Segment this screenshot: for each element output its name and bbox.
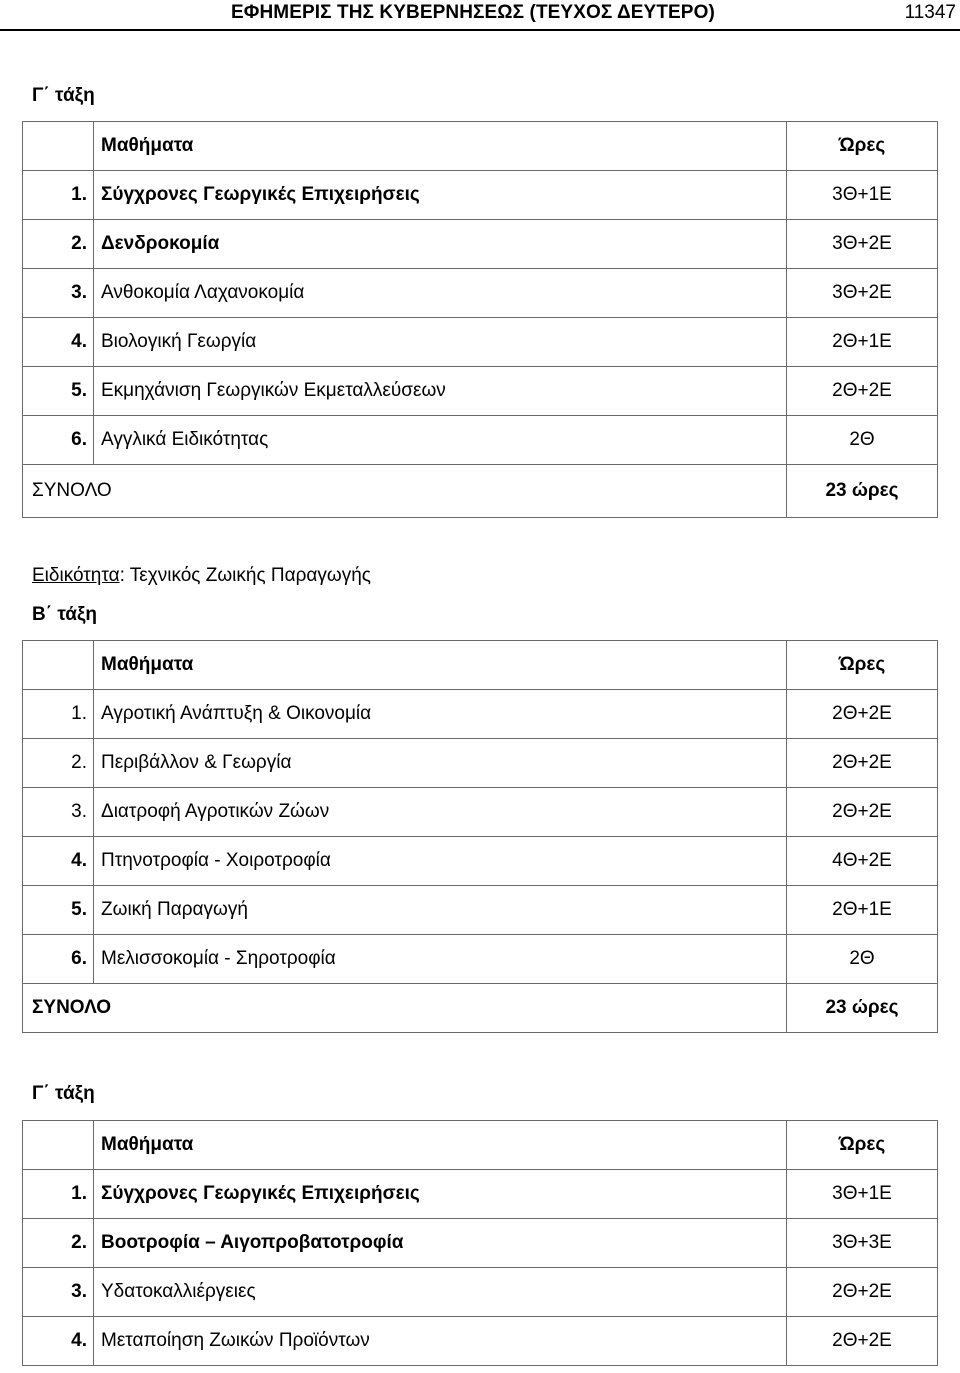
table-row — [23, 1268, 938, 1317]
subject-hours: 2Θ+2Ε — [787, 1268, 938, 1317]
subject-name: Υδατοκαλλιέργειες — [94, 1268, 787, 1317]
row-number: 2. — [23, 739, 94, 788]
row-number: 2. — [23, 1219, 94, 1268]
subject-hours: 2Θ+1Ε — [787, 318, 938, 367]
subject-hours: 2Θ — [787, 935, 938, 984]
subject-name: Πτηνοτροφία - Χοιροτροφία — [94, 837, 787, 886]
table-row — [23, 269, 938, 318]
subject-name: Περιβάλλον & Γεωργία — [94, 739, 787, 788]
row-number: 3. — [23, 788, 94, 837]
total-label: ΣΥΝΟΛΟ — [23, 465, 787, 518]
table-row — [23, 416, 938, 465]
row-number: 4. — [23, 1317, 94, 1366]
subject-hours: 2Θ+2Ε — [787, 1317, 938, 1366]
subject-hours: 2Θ+1Ε — [787, 886, 938, 935]
subject-hours: 3Θ+1Ε — [787, 1170, 938, 1219]
specialty-line — [32, 565, 371, 587]
class-label-c-1: Γ΄ τάξη — [32, 85, 95, 106]
table-row — [23, 1219, 938, 1268]
courses-table-c-2 — [22, 1120, 938, 1366]
subject-name: Εκμηχάνιση Γεωργικών Εκμεταλλεύσεων — [94, 367, 787, 416]
page-number: 11347 — [904, 2, 956, 23]
subject-name: Βιολογική Γεωργία — [94, 318, 787, 367]
table-row — [23, 739, 938, 788]
row-number: 5. — [23, 367, 94, 416]
hours-header: Ώρες — [787, 1121, 938, 1170]
total-row — [23, 465, 938, 518]
subject-hours: 3Θ+1Ε — [787, 171, 938, 220]
table-header-row — [23, 122, 938, 171]
subjects-header: Μαθήματα — [94, 1121, 787, 1170]
subjects-header: Μαθήματα — [94, 641, 787, 690]
row-number: 6. — [23, 935, 94, 984]
subject-name: Ανθοκομία Λαχανοκομία — [94, 269, 787, 318]
subject-name: Ζωική Παραγωγή — [94, 886, 787, 935]
subject-hours: 2Θ+2Ε — [787, 367, 938, 416]
table-header-row — [23, 1121, 938, 1170]
table-row — [23, 690, 938, 739]
table-row — [23, 318, 938, 367]
num-header — [23, 641, 94, 690]
row-number: 5. — [23, 886, 94, 935]
total-label: ΣΥΝΟΛΟ — [23, 984, 787, 1033]
row-number: 6. — [23, 416, 94, 465]
courses-table-b — [22, 640, 938, 1033]
subject-name: Μελισσοκομία - Σηροτροφία — [94, 935, 787, 984]
row-number: 1. — [23, 690, 94, 739]
row-number: 4. — [23, 318, 94, 367]
table-row — [23, 788, 938, 837]
courses-table-c-1 — [22, 121, 938, 518]
subject-name: Διατροφή Αγροτικών Ζώων — [94, 788, 787, 837]
num-header — [23, 1121, 94, 1170]
subject-name: Δενδροκομία — [94, 220, 787, 269]
subject-name: Αγροτική Ανάπτυξη & Οικονομία — [94, 690, 787, 739]
class-label-b: Β΄ τάξη — [32, 604, 98, 625]
subject-hours: 2Θ+2Ε — [787, 739, 938, 788]
total-value: 23 ώρες — [787, 465, 938, 518]
subject-hours: 2Θ — [787, 416, 938, 465]
specialty-value: : Τεχνικός Ζωικής Παραγωγής — [119, 565, 371, 586]
subject-name: Αγγλικά Ειδικότητας — [94, 416, 787, 465]
table-row — [23, 171, 938, 220]
row-number: 1. — [23, 1170, 94, 1219]
subject-name: Βοοτροφία – Αιγοπροβατοτροφία — [94, 1219, 787, 1268]
table-row — [23, 837, 938, 886]
subject-hours: 3Θ+2Ε — [787, 220, 938, 269]
subject-name: Μεταποίηση Ζωικών Προϊόντων — [94, 1317, 787, 1366]
subject-name: Σύγχρονες Γεωργικές Επιχειρήσεις — [94, 171, 787, 220]
subject-name: Σύγχρονες Γεωργικές Επιχειρήσεις — [94, 1170, 787, 1219]
row-number: 1. — [23, 171, 94, 220]
page-header — [0, 0, 960, 31]
table-row — [23, 367, 938, 416]
row-number: 2. — [23, 220, 94, 269]
hours-header: Ώρες — [787, 122, 938, 171]
row-number: 3. — [23, 1268, 94, 1317]
num-header — [23, 122, 94, 171]
subject-hours: 3Θ+2Ε — [787, 269, 938, 318]
table-row — [23, 886, 938, 935]
table-header-row — [23, 641, 938, 690]
total-value: 23 ώρες — [787, 984, 938, 1033]
subjects-header: Μαθήματα — [94, 122, 787, 171]
class-label-c-2: Γ΄ τάξη — [32, 1083, 95, 1104]
row-number: 3. — [23, 269, 94, 318]
gazette-title: ΕΦΗΜΕΡΙΣ ΤΗΣ ΚΥΒΕΡΝΗΣΕΩΣ (ΤΕΥΧΟΣ ΔΕΥΤΕΡΟ) — [231, 2, 715, 23]
table-row — [23, 1170, 938, 1219]
subject-hours: 3Θ+3Ε — [787, 1219, 938, 1268]
specialty-label: Ειδικότητα — [32, 565, 120, 586]
table-row — [23, 1317, 938, 1366]
hours-header: Ώρες — [787, 641, 938, 690]
subject-hours: 4Θ+2Ε — [787, 837, 938, 886]
total-row — [23, 984, 938, 1033]
subject-hours: 2Θ+2Ε — [787, 690, 938, 739]
table-row — [23, 935, 938, 984]
subject-hours: 2Θ+2Ε — [787, 788, 938, 837]
row-number: 4. — [23, 837, 94, 886]
table-row — [23, 220, 938, 269]
